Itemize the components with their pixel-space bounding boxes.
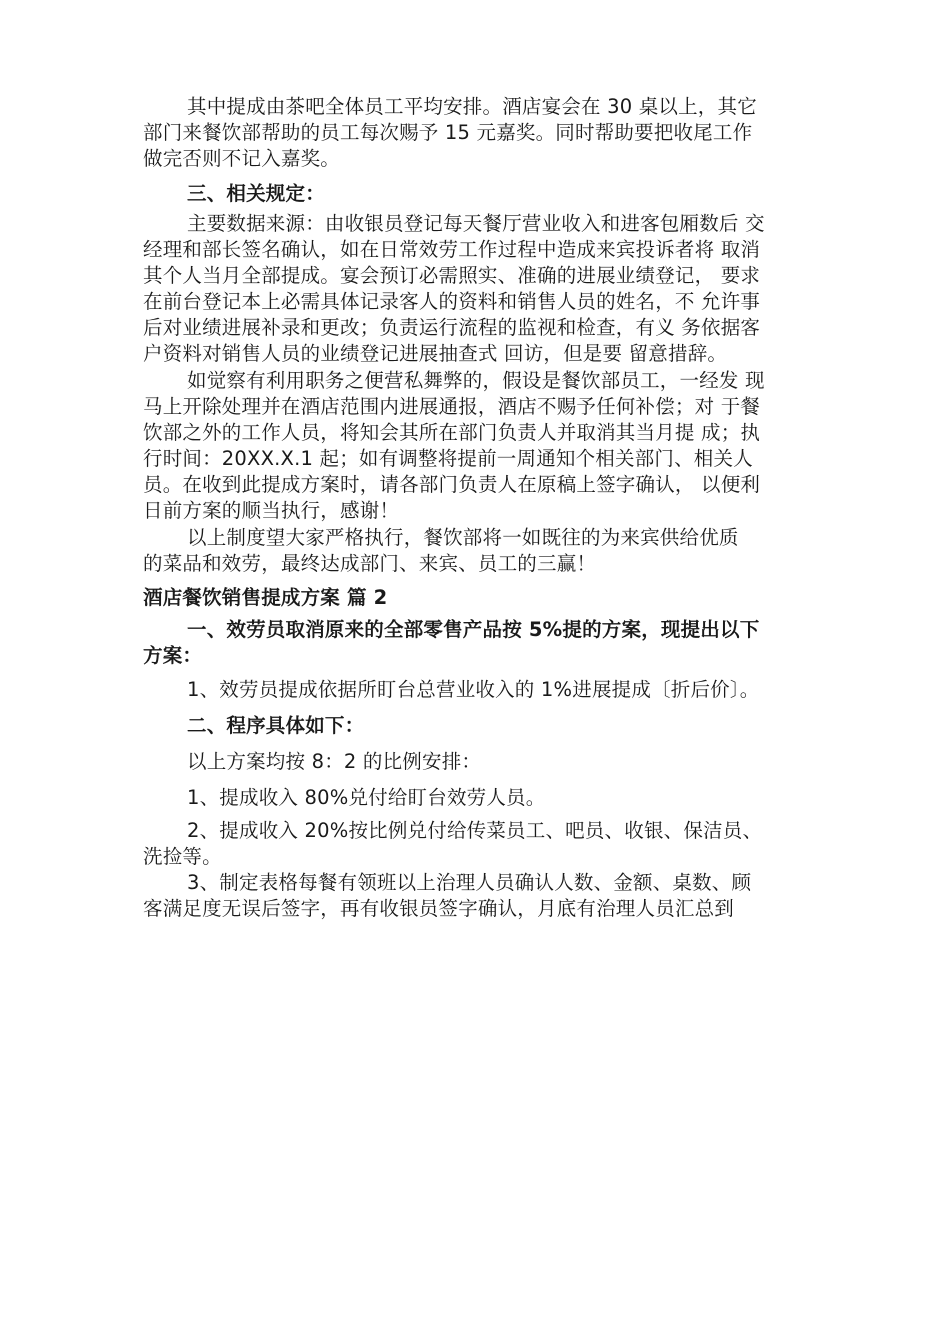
text-line: 后对业绩进展补录和更改；负责运行流程的监视和检查，有义 务依据客 — [143, 316, 761, 339]
article-heading: 酒店餐饮销售提成方案 篇 2 — [143, 586, 388, 609]
text-line: 1、提成收入 80%兑付给盯台效劳人员。 — [187, 786, 546, 809]
text-line: 其中提成由茶吧全体员工平均安排。酒店宴会在 30 桌以上，其它 — [187, 95, 757, 118]
text-line: 1、效劳员提成依据所盯台总营业收入的 1%进展提成〔折后价〕。 — [187, 678, 760, 701]
text-line: 饮部之外的工作人员，将知会其所在部门负责人并取消其当月提 成；执 — [143, 421, 761, 444]
section-heading: 三、相关规定： — [187, 182, 325, 205]
text-line: 经理和部长签名确认，如在日常效劳工作过程中造成来宾投诉者将 取消 — [143, 238, 761, 261]
text-line: 3、制定表格每餐有领班以上治理人员确认人数、金额、桌数、顾 — [187, 871, 752, 894]
text-line: 日前方案的顺当执行，感谢！ — [143, 499, 400, 522]
text-line: 如觉察有利用职务之便营私舞弊的，假设是餐饮部员工，一经发 现 — [187, 369, 765, 392]
text-line: 洗捡等。 — [143, 845, 222, 868]
text-line: 主要数据来源：由收银员登记每天餐厅营业收入和进客包厢数后 交 — [187, 212, 765, 235]
text-line: 员。在收到此提成方案时，请各部门负责人在原稿上签字确认， 以便利 — [143, 473, 761, 496]
section-heading: 二、程序具体如下： — [187, 714, 365, 737]
text-line: 客满足度无误后签字，再有收银员签字确认，月底有治理人员汇总到 — [143, 897, 735, 920]
section-heading: 一、效劳员取消原来的全部零售产品按 5%提的方案，现提出以下 — [187, 618, 760, 641]
text-line: 行时间：20XX.X.1 起；如有调整将提前一周通知个相关部门、相关人 — [143, 447, 753, 470]
text-line: 部门来餐饮部帮助的员工每次赐予 15 元嘉奖。同时帮助要把收尾工作 — [143, 121, 753, 144]
text-line: 马上开除处理并在酒店范围内进展通报，酒店不赐予任何补偿；对 于餐 — [143, 395, 761, 418]
text-line: 2、提成收入 20%按比例兑付给传菜员工、吧员、收银、保洁员、 — [187, 819, 763, 842]
section-heading: 方案： — [143, 644, 203, 667]
text-line: 在前台登记本上必需具体记录客人的资料和销售人员的姓名，不 允许事 — [143, 290, 761, 313]
text-line: 其个人当月全部提成。宴会预订必需照实、准确的进展业绩登记， 要求 — [143, 264, 761, 287]
text-line: 的菜品和效劳，最终达成部门、来宾、员工的三赢！ — [143, 552, 597, 575]
text-line: 户资料对销售人员的业绩登记进展抽查式 回访，但是要 留意措辞。 — [143, 342, 728, 365]
text-line: 以上制度望大家严格执行，餐饮部将一如既往的为来宾供给优质 — [187, 526, 739, 549]
text-line: 以上方案均按 8：2 的比例安排： — [187, 750, 482, 773]
text-line: 做完否则不记入嘉奖。 — [143, 147, 341, 170]
